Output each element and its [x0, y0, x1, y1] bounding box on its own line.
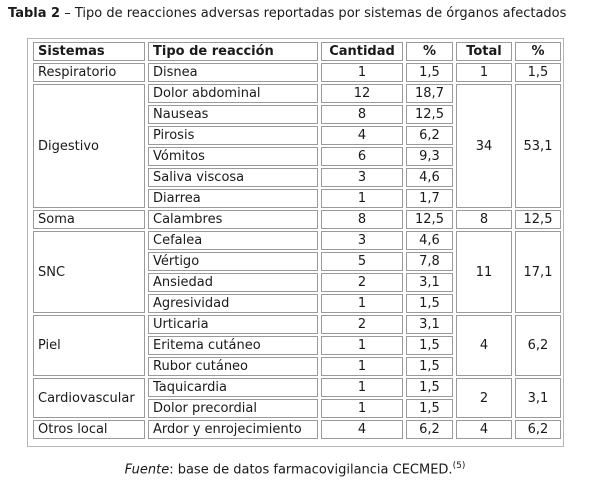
- header-total: Total: [456, 42, 512, 61]
- total-cell: 8: [456, 210, 512, 229]
- reaction-cell: Pirosis: [148, 126, 318, 145]
- count-cell: 6: [321, 147, 403, 166]
- header-row: [33, 42, 561, 61]
- table-body: [33, 63, 561, 439]
- count-cell: 2: [321, 315, 403, 334]
- table-row: [33, 378, 561, 397]
- reaction-cell: Ansiedad: [148, 273, 318, 292]
- count-cell: 1: [321, 294, 403, 313]
- system-cell: Respiratorio: [33, 63, 145, 82]
- count-cell: 3: [321, 168, 403, 187]
- reactions-table: [30, 40, 564, 441]
- system-cell: Piel: [33, 315, 145, 376]
- caption-separator: –: [60, 6, 75, 21]
- reaction-cell: Rubor cutáneo: [148, 357, 318, 376]
- percent-cell: 4,6: [406, 231, 453, 250]
- total-cell: 4: [456, 315, 512, 376]
- count-cell: 2: [321, 273, 403, 292]
- total-cell: 2: [456, 378, 512, 418]
- count-cell: 8: [321, 210, 403, 229]
- system-cell: Cardiovascular: [33, 378, 145, 418]
- caption-text: Tipo de reacciones adversas reportadas por sistemas de órganos afectados: [74, 6, 567, 21]
- total-percent-cell: 12,5: [515, 210, 561, 229]
- reaction-cell: Diarrea: [148, 189, 318, 208]
- source-label: Fuente: [124, 462, 170, 478]
- header-total-percent: %: [515, 42, 561, 61]
- table-row: [33, 63, 561, 82]
- percent-cell: 3,1: [406, 315, 453, 334]
- count-cell: 1: [321, 399, 403, 418]
- reaction-cell: Taquicardia: [148, 378, 318, 397]
- percent-cell: 1,7: [406, 189, 453, 208]
- table-row: [33, 420, 561, 439]
- reaction-cell: Saliva viscosa: [148, 168, 318, 187]
- reaction-cell: Agresividad: [148, 294, 318, 313]
- system-cell: Digestivo: [33, 84, 145, 208]
- reaction-cell: Nauseas: [148, 105, 318, 124]
- reaction-cell: Ardor y enrojecimiento: [148, 420, 318, 439]
- total-percent-cell: 17,1: [515, 231, 561, 313]
- percent-cell: 1,5: [406, 399, 453, 418]
- reaction-cell: Dolor abdominal: [148, 84, 318, 103]
- table-row: [33, 231, 561, 250]
- percent-cell: 6,2: [406, 126, 453, 145]
- percent-cell: 3,1: [406, 273, 453, 292]
- count-cell: 3: [321, 231, 403, 250]
- reaction-cell: Disnea: [148, 63, 318, 82]
- table-caption: [8, 6, 566, 21]
- total-cell: 4: [456, 420, 512, 439]
- count-cell: 1: [321, 378, 403, 397]
- percent-cell: 1,5: [406, 336, 453, 355]
- system-cell: Otros local: [33, 420, 145, 439]
- percent-cell: 12,5: [406, 210, 453, 229]
- count-cell: 1: [321, 63, 403, 82]
- count-cell: 12: [321, 84, 403, 103]
- header-tipo-reaccion: Tipo de reacción: [148, 42, 318, 61]
- total-cell: 11: [456, 231, 512, 313]
- source-note: [0, 461, 590, 477]
- header-sistemas: Sistemas: [33, 42, 145, 61]
- count-cell: 8: [321, 105, 403, 124]
- reaction-cell: Eritema cutáneo: [148, 336, 318, 355]
- header-cantidad: Cantidad: [321, 42, 403, 61]
- total-cell: 34: [456, 84, 512, 208]
- percent-cell: 1,5: [406, 357, 453, 376]
- table-row: [33, 84, 561, 103]
- total-percent-cell: 3,1: [515, 378, 561, 418]
- percent-cell: 7,8: [406, 252, 453, 271]
- total-percent-cell: 1,5: [515, 63, 561, 82]
- total-percent-cell: 6,2: [515, 315, 561, 376]
- reaction-cell: Vómitos: [148, 147, 318, 166]
- table-row: [33, 315, 561, 334]
- total-cell: 1: [456, 63, 512, 82]
- reaction-cell: Dolor precordial: [148, 399, 318, 418]
- count-cell: 1: [321, 336, 403, 355]
- caption-label: Tabla 2: [8, 6, 61, 21]
- count-cell: 5: [321, 252, 403, 271]
- percent-cell: 6,2: [406, 420, 453, 439]
- total-percent-cell: 6,2: [515, 420, 561, 439]
- percent-cell: 1,5: [406, 294, 453, 313]
- percent-cell: 12,5: [406, 105, 453, 124]
- count-cell: 1: [321, 189, 403, 208]
- count-cell: 1: [321, 357, 403, 376]
- header-percent: %: [406, 42, 453, 61]
- reaction-cell: Calambres: [148, 210, 318, 229]
- percent-cell: 18,7: [406, 84, 453, 103]
- percent-cell: 1,5: [406, 63, 453, 82]
- total-percent-cell: 53,1: [515, 84, 561, 208]
- percent-cell: 4,6: [406, 168, 453, 187]
- system-cell: Soma: [33, 210, 145, 229]
- reaction-cell: Urticaria: [148, 315, 318, 334]
- percent-cell: 9,3: [406, 147, 453, 166]
- count-cell: 4: [321, 126, 403, 145]
- reaction-cell: Cefalea: [148, 231, 318, 250]
- source-reference: (5): [452, 461, 466, 471]
- system-cell: SNC: [33, 231, 145, 313]
- count-cell: 4: [321, 420, 403, 439]
- percent-cell: 1,5: [406, 378, 453, 397]
- source-text: : base de datos farmacovigilancia CECMED.: [169, 462, 453, 478]
- reaction-cell: Vértigo: [148, 252, 318, 271]
- table-row: [33, 210, 561, 229]
